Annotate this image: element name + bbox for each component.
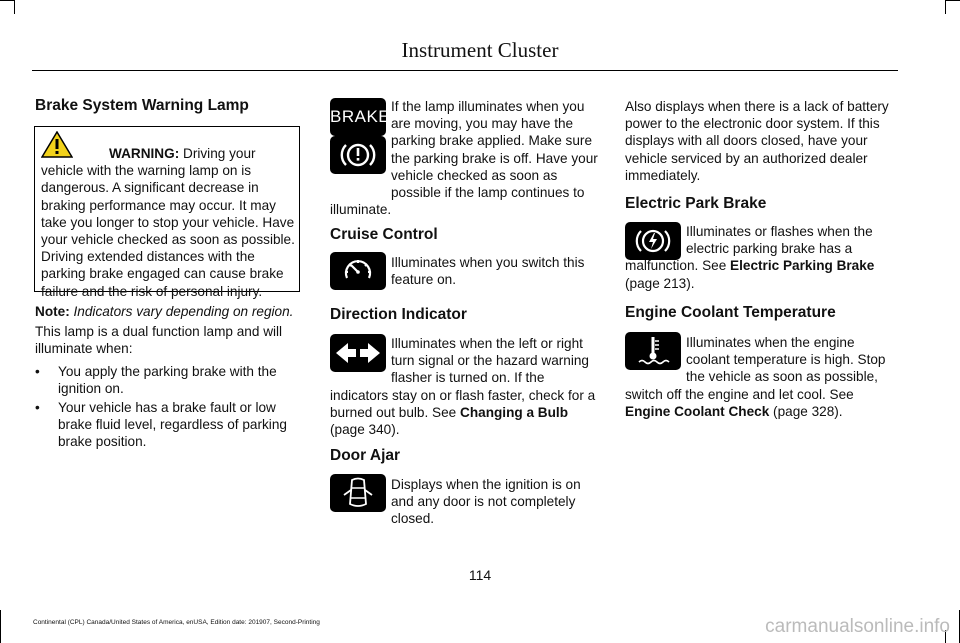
watermark: carmanualsonline.info <box>765 616 950 637</box>
bullet-item <box>0 363 320 403</box>
warning-text: Driving your vehicle with the warning lamp on is dangerous. A significant decrease in braking performance may occur. It may take you longer to stop your vehicle. Have your vehicle checked as soon as possible. Driving extended distances with the parking brake engaged can cause brake failure and the risk of personal injury. <box>41 146 295 299</box>
engine-coolant-heading: Engine Coolant Temperature <box>625 304 836 321</box>
cruise-control-heading: Cruise Control <box>330 226 438 243</box>
note <box>35 303 303 320</box>
warning-box <box>34 126 300 299</box>
crop-mark <box>0 0 14 1</box>
edition-footer: Continental (CPL) Canada/United States of America, enUSA, Edition date: 201907, Second-Printing <box>33 619 320 626</box>
crop-mark <box>945 0 946 14</box>
bullet-text: Your vehicle has a brake fault or low brake fluid level, regardless of parking brake position. <box>58 400 287 450</box>
note-text: Indicators vary depending on region. <box>73 304 294 319</box>
door-ajar-continued: Also displays when there is a lack of battery power to the electronic door system. If this displays with all doors closed, have your vehicle serviced by an authorized dealer immediately. <box>625 99 889 183</box>
warning-triangle-icon <box>41 131 73 158</box>
bullet-dot: • <box>35 400 40 415</box>
door-ajar-text: Displays when the ignition is on and any door is not completely closed. <box>391 477 581 527</box>
direction-indicator-text: Illuminates when the left or right turn signal or the hazard warning flasher is turned on. If the indicators stay on or flash faster, check for a burned out bulb. See Changing a Bulb (page 340). <box>330 336 596 438</box>
note-label: Note: <box>35 304 70 319</box>
electric-park-brake-text: Illuminates or flashes when the electric parking brake has a malfunction. See Electric Parking Brake (page 213). <box>625 224 875 291</box>
engine-coolant-check-link[interactable]: Engine Coolant Check <box>625 403 770 419</box>
door-ajar-heading: Door Ajar <box>330 447 401 464</box>
crop-mark <box>14 0 15 14</box>
page-number: 114 <box>468 567 492 583</box>
cruise-control-text: Illuminates when you switch this feature on. <box>391 255 585 288</box>
engine-coolant-text: Illuminates when the engine coolant temperature is high. Stop the vehicle as soon as possible, switch off the engine and let cool. See Engine Coolant Check (page 328). <box>625 335 886 419</box>
brake-warning-heading: Brake System Warning Lamp <box>35 97 249 114</box>
bullet-item <box>0 399 320 459</box>
bullet-dot: • <box>35 364 40 379</box>
header-rule <box>32 70 898 71</box>
crop-mark <box>0 610 1 643</box>
door-ajar-icon <box>330 474 386 512</box>
crop-mark <box>946 0 960 1</box>
bullet-text: You apply the parking brake with the ignition on. <box>58 364 277 397</box>
page-title: Instrument Cluster <box>401 38 559 62</box>
cruise-control-icon <box>330 252 386 290</box>
electric-park-brake-heading: Electric Park Brake <box>625 195 767 212</box>
changing-bulb-link[interactable]: Changing a Bulb <box>460 404 569 420</box>
brake-icon-text: BRAKE <box>330 107 391 126</box>
brake-text: If the lamp illuminates when you are moving, you may have the parking brake applied. Make sure the parking brake is off. Have your vehicle checked as soon as possible if the lamp continues to illuminate. <box>330 99 598 218</box>
intro-text: This lamp is a dual function lamp and will illuminate when: <box>35 324 283 357</box>
warning-label: WARNING: <box>109 146 180 161</box>
direction-indicator-heading: Direction Indicator <box>330 306 467 323</box>
electric-parking-brake-link[interactable]: Electric Parking Brake <box>730 258 875 274</box>
